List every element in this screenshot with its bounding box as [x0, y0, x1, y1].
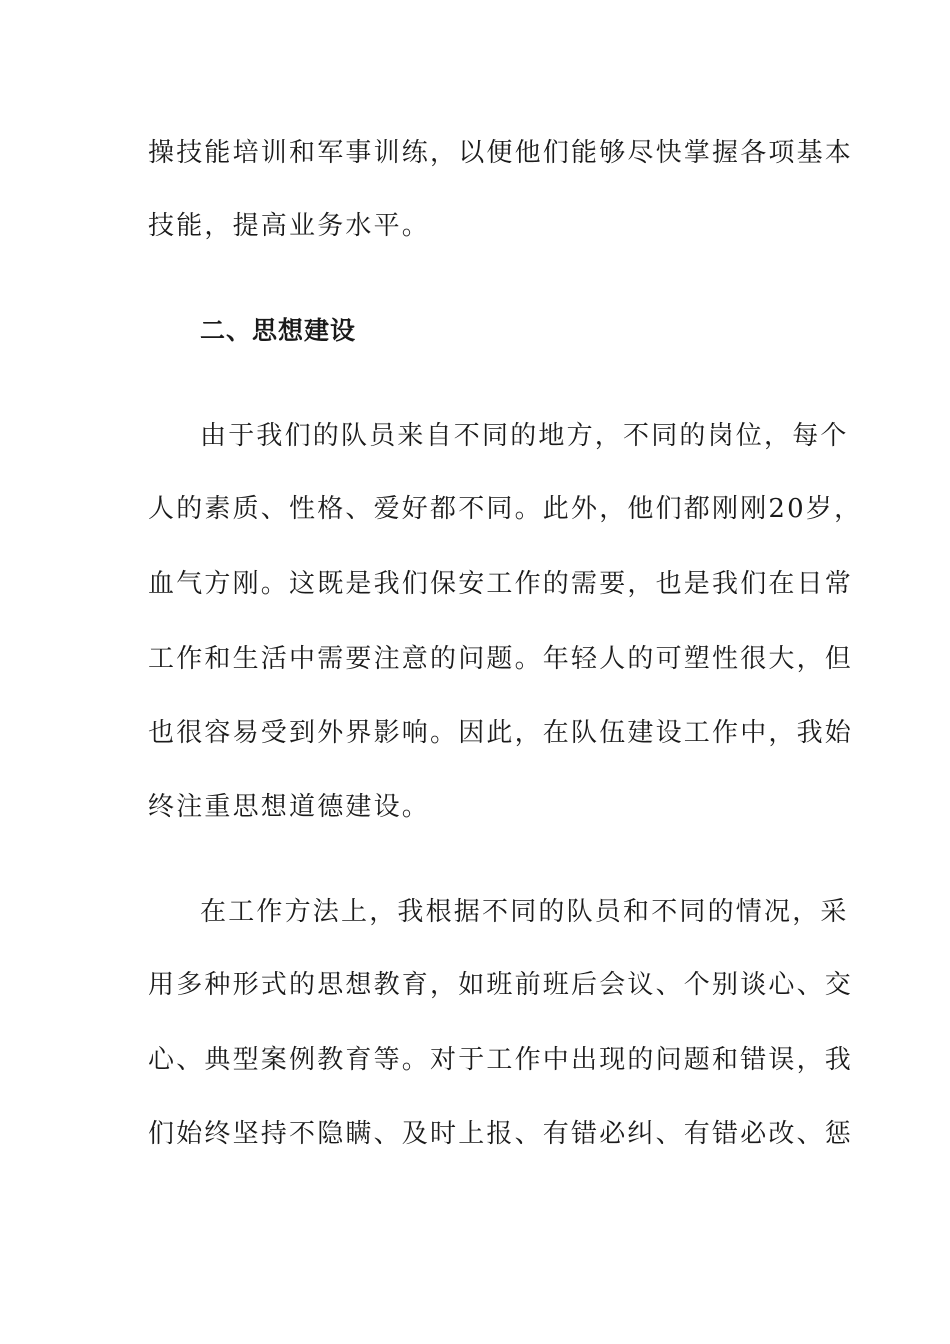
- text-line: 也很容易受到外界影响。因此，在队伍建设工作中，我始: [148, 718, 854, 748]
- text-line: 操技能培训和军事训练，以便他们能够尽快掌握各项基本: [148, 138, 854, 168]
- section-heading: 二、思想建设: [200, 316, 357, 345]
- text-line: 们始终坚持不隐瞒、及时上报、有错必纠、有错必改、惩: [148, 1119, 854, 1149]
- text-line: 人的素质、性格、爱好都不同。此外，他们都刚刚20岁，: [148, 494, 863, 524]
- text-line: 技能，提高业务水平。: [148, 211, 431, 241]
- text-line: 由于我们的队员来自不同的地方，不同的岗位，每个: [200, 421, 849, 451]
- text-line: 工作和生活中需要注意的问题。年轻人的可塑性很大，但: [148, 644, 854, 674]
- text-line: 用多种形式的思想教育，如班前班后会议、个别谈心、交: [148, 970, 854, 1000]
- text-line: 血气方刚。这既是我们保安工作的需要，也是我们在日常: [148, 569, 854, 599]
- text-line: 心、典型案例教育等。对于工作中出现的问题和错误，我: [148, 1045, 854, 1075]
- text-line: 终注重思想道德建设。: [148, 792, 431, 822]
- text-line: 在工作方法上，我根据不同的队员和不同的情况，采: [200, 897, 849, 927]
